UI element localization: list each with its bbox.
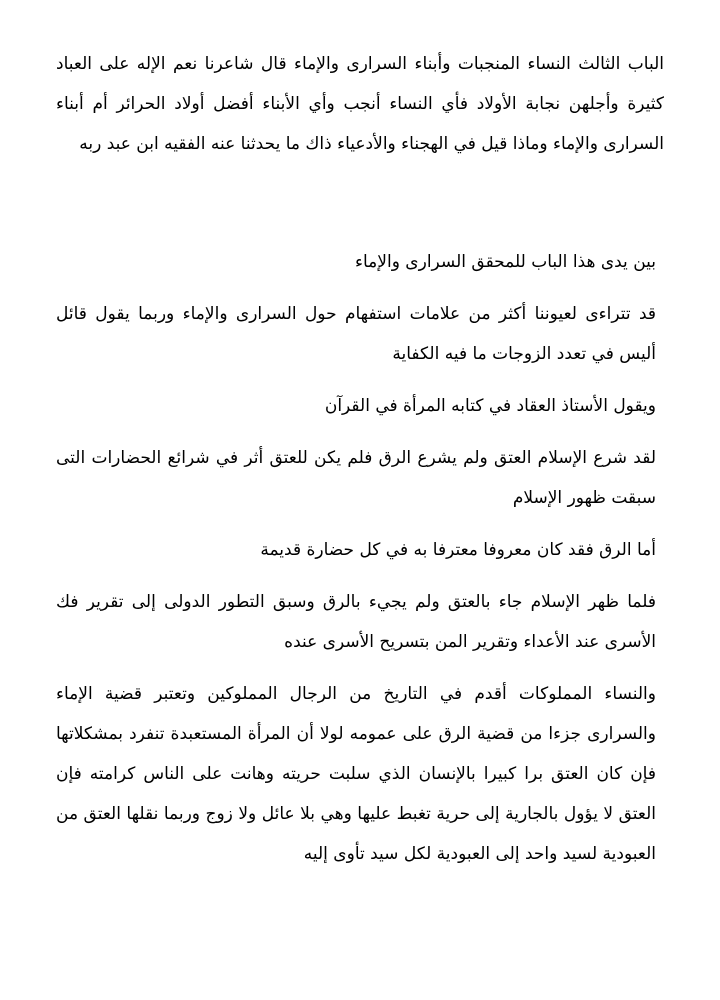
section-heading-paragraph: بين يدى هذا الباب للمحقق السرارى والإماء [355,252,656,272]
citation-intro-paragraph: ويقول الأستاذ العقاد في كتابه المرأة في القرآن [324,396,656,416]
ancient-slavery-paragraph: أما الرق فقد كان معروفا معترفا به في كل حضارة قديمة [260,540,656,560]
chapter-intro-paragraph: الباب الثالث النساء المنجبات وأبناء السرارى والإماء قال شاعرنا نعم الإله على العباد كثيرة وأجلهن نجابة الأولاد فأي النساء أنجب وأي الأبناء أفضل أولاد الحرائر أم أبناء السرارى والإماء وماذا قيل في الهجناء والأدعياء ذاك ما يحدثنا عنه الفقيه ابن عبد ربه [56,54,664,154]
question-paragraph: قد تتراءى لعيوننا أكثر من علامات استفهام حول السرارى والإماء وربما يقول قائل أليس في تعدد الزوجات ما فيه الكفاية [56,304,656,364]
emancipation-paragraph: لقد شرع الإسلام العتق ولم يشرع الرق فلم يكن للعتق أثر في شرائع الحضارات التى سبقت ظهور الإسلام [56,448,656,508]
islam-emancipation-paragraph: فلما ظهر الإسلام جاء بالعتق ولم يجيء بالرق وسبق التطور الدولى إلى تقرير فك الأسرى عند الأعداء وتقرير المن بتسريح الأسرى عنده [56,592,656,652]
enslaved-women-paragraph: والنساء المملوكات أقدم في التاريخ من الرجال المملوكين وتعتبر قضية الإماء والسرارى جزءا من قضية الرق على عمومه لولا أن المرأة المستعبدة تنفرد بمشكلاتها فإن كان العتق برا كبيرا بالإنسان الذي سلبت حريته وهانت على الناس كرامته فإن العتق لا يؤول بالجارية إلى حرية تغبط عليها وهي بلا عائل ولا زوج وربما نقلها العتق من العبودية لسيد واحد إلى العبودية لكل سيد تأوى إليه [56,684,656,864]
